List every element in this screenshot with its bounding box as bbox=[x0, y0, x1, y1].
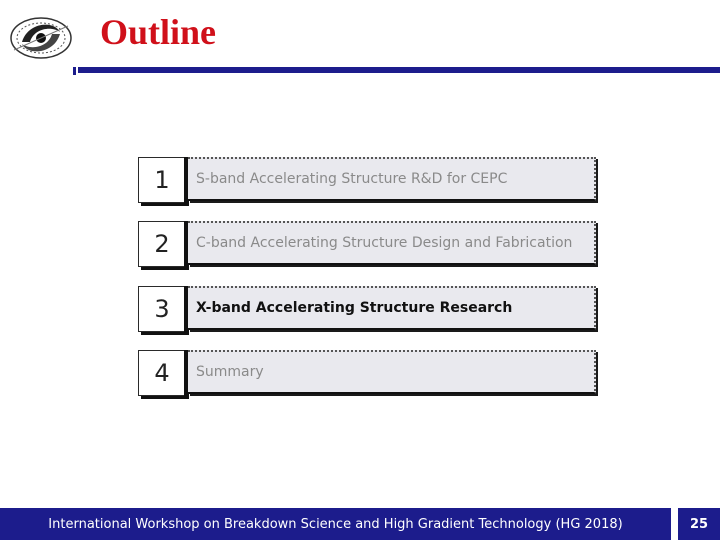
header-divider bbox=[78, 67, 720, 73]
header-divider-tick bbox=[73, 67, 76, 75]
outline-item-label: S-band Accelerating Structure R&D for CEPC bbox=[188, 157, 596, 201]
outline-item-label-active: X-band Accelerating Structure Research bbox=[188, 286, 596, 330]
outline-item-number: 4 bbox=[138, 350, 186, 396]
outline-item-number: 1 bbox=[138, 157, 186, 203]
slide-title: Outline bbox=[100, 12, 217, 52]
outline-item-number: 2 bbox=[138, 221, 186, 267]
swirl-logo-icon bbox=[8, 12, 74, 64]
institute-logo bbox=[8, 12, 74, 64]
outline-item-label: Summary bbox=[188, 350, 596, 394]
outline-item-number: 3 bbox=[138, 286, 186, 332]
outline-item-label: C-band Accelerating Structure Design and Fabrication bbox=[188, 221, 596, 265]
page-number: 25 bbox=[678, 508, 720, 540]
footer bbox=[0, 508, 720, 540]
footer-conference-text: International Workshop on Breakdown Science and High Gradient Technology (HG 2018) bbox=[0, 508, 671, 540]
